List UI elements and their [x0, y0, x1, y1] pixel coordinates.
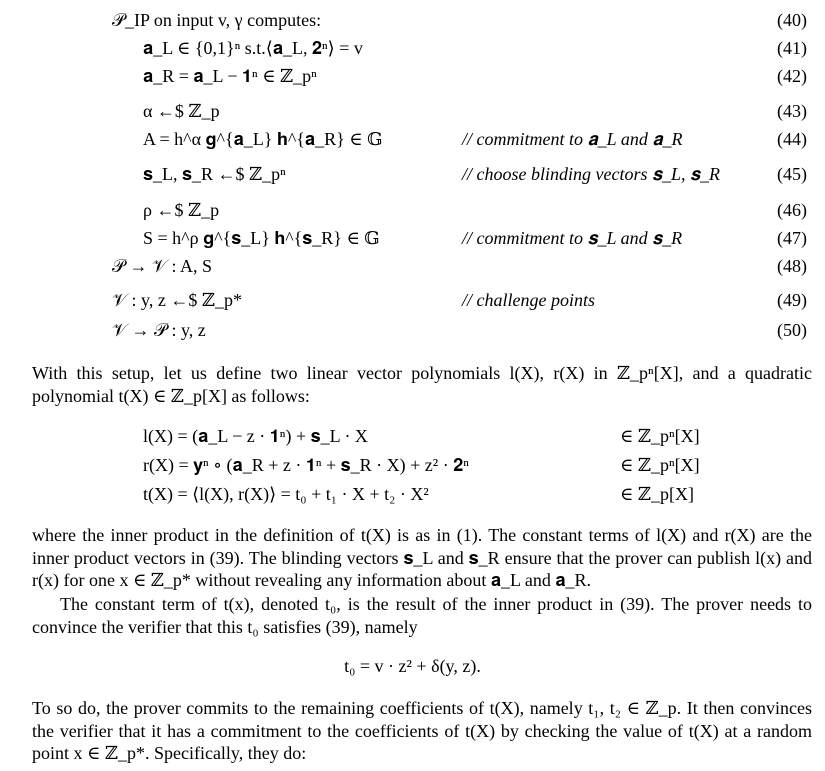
polynomial-t — [0, 484, 825, 510]
equation-number: (41) — [777, 38, 807, 58]
protocol-line — [0, 129, 825, 157]
protocol-math: 𝒱 → 𝒫 : y, z — [112, 320, 206, 340]
equation-number: (50) — [777, 320, 807, 340]
protocol-line — [0, 66, 825, 94]
protocol-math: A = h^α 𝐠^{𝐚_L} 𝐡^{𝐚_R} ∈ 𝔾 — [143, 129, 383, 149]
paragraph-setup: With this setup, let us define two linear vector polynomials l(X), r(X) in ℤ_pⁿ[X], and a quadratic polynomial t(X) ∈ ℤ_p[X] as follows: — [32, 363, 812, 406]
equation-number: (48) — [777, 256, 807, 276]
paragraph-inner-product: where the inner product in the definition of t(X) is as in (1). The constant terms of l(X) and r(X) are the inner product vectors in (39). The blinding vectors 𝐬_L and 𝐬_R ensure that the prover can publish l(x) and r(x) for one x ∈ ℤ_p* without revealing any information about 𝐚_L and 𝐚_R. — [32, 525, 812, 590]
equation-number: (44) — [777, 129, 807, 149]
protocol-math: 𝒫_IP on input v, γ computes: — [112, 10, 322, 30]
equation-number: (47) — [777, 228, 807, 248]
protocol-line — [0, 256, 825, 284]
protocol-line — [0, 228, 825, 256]
paragraph-commit: To so do, the prover commits to the remaining coefficients of t(X), namely t₁, t₂ ∈ ℤ_p. It then convinces the verifier that it has a commitment to the coefficients of t(X) by checking the value of t(X) at a random point x ∈ ℤ_p*. Specifically, they do: — [32, 698, 812, 763]
equation-number: (46) — [777, 200, 807, 220]
protocol-comment: // commitment to 𝐚_L and 𝐚_R — [462, 129, 683, 149]
protocol-comment: // choose blinding vectors 𝐬_L, 𝐬_R — [462, 164, 720, 184]
equation-number: (45) — [777, 164, 807, 184]
protocol-math: 𝒫 → 𝒱 : A, S — [112, 256, 212, 276]
protocol-math: 𝒱 : y, z ←$ ℤ_p* — [112, 290, 242, 310]
protocol-line — [0, 200, 825, 228]
polynomial-domain: ∈ ℤ_pⁿ[X] — [620, 426, 700, 446]
protocol-math: α ←$ ℤ_p — [143, 101, 220, 121]
equation-number: (43) — [777, 101, 807, 121]
equation-number: (49) — [777, 290, 807, 310]
polynomial-domain: ∈ ℤ_p[X] — [620, 484, 694, 504]
polynomial-r — [0, 455, 825, 481]
polynomial-definition: r(X) = 𝐲ⁿ ∘ (𝐚_R + z · 𝟏ⁿ + 𝐬_R · X) + z² · 𝟐ⁿ — [143, 455, 469, 475]
protocol-line — [0, 320, 825, 348]
protocol-line — [0, 38, 825, 66]
polynomial-definition: t(X) = ⟨l(X), r(X)⟩ = t₀ + t₁ · X + t₂ · X² — [143, 484, 429, 504]
protocol-comment: // commitment to 𝐬_L and 𝐬_R — [462, 228, 683, 248]
protocol-line — [0, 10, 825, 38]
protocol-math: ρ ←$ ℤ_p — [143, 200, 220, 220]
protocol-line — [0, 164, 825, 192]
equation-t0: t₀ = v · z² + δ(y, z). — [344, 656, 481, 676]
protocol-math: 𝐚_L ∈ {0,1}ⁿ s.t.⟨𝐚_L, 𝟐ⁿ⟩ = v — [143, 38, 363, 58]
protocol-line — [0, 290, 825, 318]
equation-number: (42) — [777, 66, 807, 86]
equation-number: (40) — [777, 10, 807, 30]
paragraph-constant-term: The constant term of t(x), denoted t₀, is the result of the inner product in (39). The prover needs to convince the verifier that this t₀ satisfies (39), namely — [32, 594, 812, 637]
protocol-line — [0, 101, 825, 129]
protocol-math: 𝐚_R = 𝐚_L − 𝟏ⁿ ∈ ℤ_pⁿ — [143, 66, 317, 86]
protocol-math: 𝐬_L, 𝐬_R ←$ ℤ_pⁿ — [143, 164, 286, 184]
polynomial-definition: l(X) = (𝐚_L − z · 𝟏ⁿ) + 𝐬_L · X — [143, 426, 368, 446]
polynomial-l — [0, 426, 825, 452]
protocol-comment: // challenge points — [462, 290, 595, 310]
protocol-math: S = h^ρ 𝐠^{𝐬_L} 𝐡^{𝐬_R} ∈ 𝔾 — [143, 228, 380, 248]
polynomial-domain: ∈ ℤ_pⁿ[X] — [620, 455, 700, 475]
